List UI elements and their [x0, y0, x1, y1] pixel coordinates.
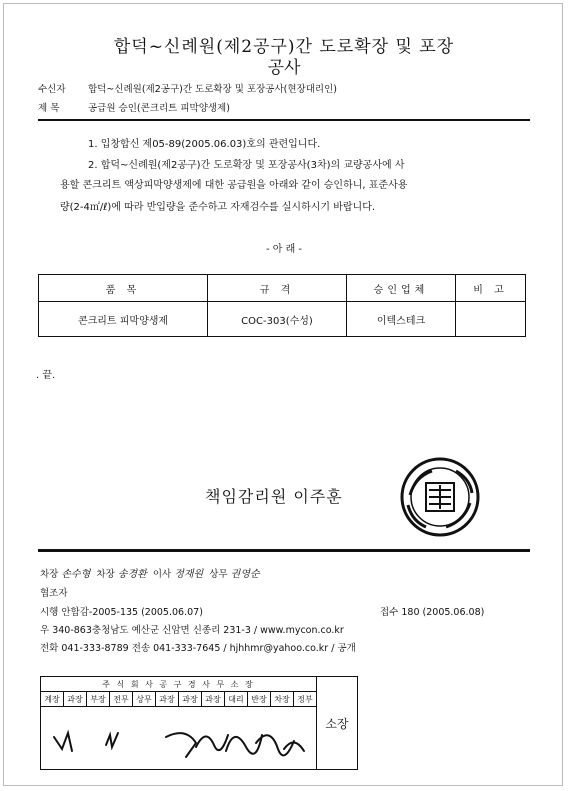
table-header-cell: 규 격	[208, 275, 347, 302]
table-cell: 콘크리트 피막양생제	[39, 302, 208, 337]
approval-role: 이사	[152, 569, 172, 580]
approval-role: 차장	[96, 569, 115, 580]
approval-signature: 권영순	[230, 569, 260, 580]
stamp-cell: 부장	[87, 692, 110, 707]
recipient-label: 수신자	[38, 84, 66, 95]
table-cell	[456, 302, 526, 337]
closing-text: . 끝.	[36, 370, 56, 381]
stamp-cell: 과장	[156, 692, 179, 707]
stamp-top-text: 주 식 회 사 공 구 경 사 무 소 장	[41, 677, 317, 692]
doc-title-line2: 공사	[267, 58, 301, 78]
cooperator-label: 협조자	[40, 588, 68, 599]
paragraph-1: 1. 입창합신 제05-89(2005.06.03)호의 관련입니다.	[88, 139, 321, 150]
approval-signature: 송경환	[117, 569, 147, 580]
approval-signature: 손수형	[61, 569, 91, 580]
stamp-cell: 차장	[271, 692, 294, 707]
signatory-name: 책임감리원 이주훈	[205, 487, 343, 506]
stamp-label-row	[41, 692, 358, 707]
stamp-cell: 전무	[110, 692, 133, 707]
stamp-cell: 상무	[133, 692, 156, 707]
paragraph-2-line2: 용할 콘크리트 액상피막양생제에 대한 공급원을 아래와 같이 승인하니, 표준사용	[60, 180, 408, 191]
stamp-cell: 대리	[225, 692, 248, 707]
doc-title-line1: 합덕~신례원(제2공구)간 도로확장 및 포장	[113, 37, 455, 57]
below-heading: - 아 래 -	[265, 244, 303, 255]
stamp-signature-row	[41, 707, 358, 770]
stamp-table	[40, 676, 358, 770]
approval-signature: 정재원	[174, 569, 204, 580]
enforcement-number: 시행 안합감-2005-135 (2005.06.07)	[40, 607, 203, 618]
approval-role: 차장	[40, 569, 59, 580]
paragraph-2-line3: 량(2-4㎡/ℓ)에 따라 반입량을 준수하고 자재검수를 실시하시기 바랍니다.	[60, 202, 376, 213]
stamp-cell: 과장	[202, 692, 225, 707]
stamp-top-row	[41, 677, 358, 692]
approval-role: 상무	[209, 569, 228, 580]
subject-value: 공급원 승인(콘크리트 피막양생제)	[88, 103, 230, 114]
footer-rule	[38, 549, 530, 552]
subject-label: 제 목	[38, 103, 60, 114]
stamp-signatures	[41, 707, 317, 770]
table-header-cell: 비 고	[456, 275, 526, 302]
table-cell: 이텍스테크	[347, 302, 456, 337]
table-cell: COC-303(수성)	[208, 302, 347, 337]
address-line: 우 340-863충청남도 예산군 신암면 신종리 231-3 / www.mycon.co.kr	[40, 625, 344, 636]
stamp-last-cell: 소장	[317, 677, 358, 770]
official-seal	[398, 455, 482, 539]
approval-table	[38, 274, 526, 337]
table-header-cell: 품 목	[39, 275, 208, 302]
stamp-cell: 계장	[41, 692, 64, 707]
stamp-cell: 과장	[179, 692, 202, 707]
recipient-value: 합덕~신례원(제2공구)간 도로확장 및 포장공사(현장대리인)	[88, 84, 337, 95]
stamp-cell: 정부	[294, 692, 317, 707]
table-row	[39, 302, 526, 337]
table-header-row	[39, 275, 526, 302]
contact-line: 전화 041-333-8789 전송 041-333-7645 / hjhhmr@yahoo.co.kr / 공개	[40, 643, 356, 654]
stamp-cell: 반장	[248, 692, 271, 707]
paragraph-2-line1: 2. 합덕~신례원(제2공구)간 도로확장 및 포장공사(3차)의 교량공사에 사	[88, 160, 405, 171]
receipt-number: 접수 180 (2005.06.08)	[380, 607, 485, 618]
header-rule	[38, 119, 530, 121]
table-header-cell: 승인업체	[347, 275, 456, 302]
approval-line	[40, 565, 260, 580]
handwritten-signatures	[46, 707, 312, 767]
stamp-cell: 과장	[64, 692, 87, 707]
